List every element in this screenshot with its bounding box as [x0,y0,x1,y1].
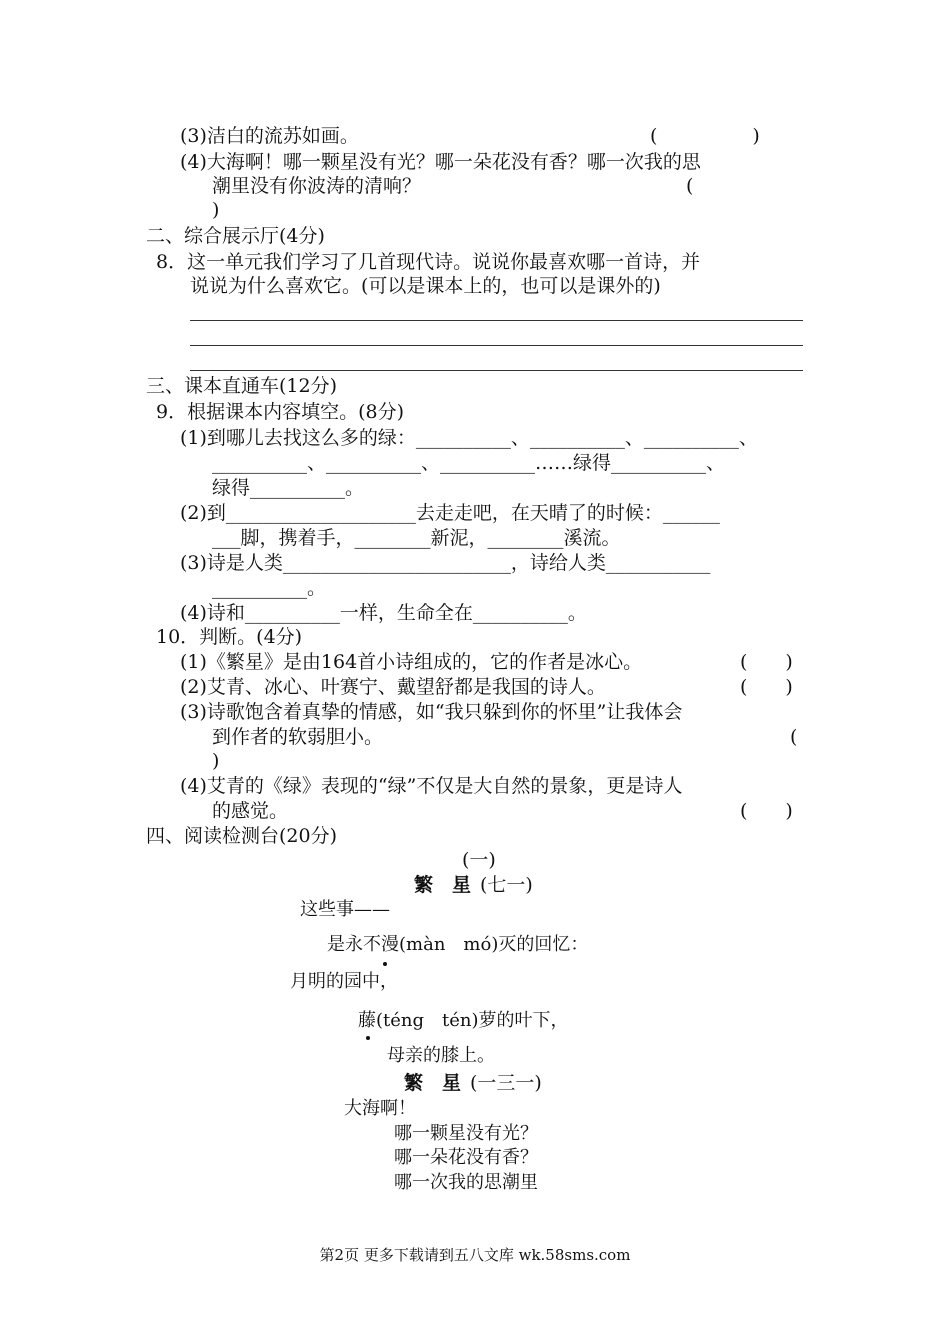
question-10-4-line1: (4)艾青的《绿》表现的“绿”不仅是大自然的景象，更是诗人 [180,775,683,797]
answer-paren-7-3[interactable]: ( ) [650,125,760,147]
poem-1-line: 是永不漫(màn mó)灭的回忆： [327,934,589,955]
question-9-3-line1: (3)诗是人类________________________，诗给人类___________ [180,552,711,574]
question-10-4-line2: 的感觉。 [212,800,289,822]
reading-part-label: (一) [462,849,496,871]
poem-2-number: (一三一) [470,1072,542,1094]
poem-2-line: 哪一颗星没有光？ [394,1123,538,1144]
question-8-line1: 8．这一单元我们学习了几首现代诗。说说你最喜欢哪一首诗，并 [156,251,701,273]
question-10-3-line1: (3)诗歌饱含着真挚的情感，如“我只躲到你的怀里”让我体会 [180,701,683,723]
section-3-heading: 三、课本直通车(12分) [146,375,338,397]
question-8-line2: 说说为什么喜欢它。(可以是课本上的，也可以是课外的) [190,275,661,297]
poem-1-title: 繁 星 [414,874,472,896]
question-7-4-line2: 潮里没有你波涛的清响？ [212,175,422,197]
section-4-heading: 四、阅读检测台(20分) [146,825,338,847]
question-10-1: (1)《繁星》是由164首小诗组成的，它的作者是冰心。 [180,651,643,673]
answer-line-2[interactable] [190,345,803,346]
section-2-heading: 二、综合展示厅(4分) [146,225,325,247]
answer-paren-10-3-close: ) [212,750,220,772]
answer-paren-10-1[interactable]: ( ) [740,651,793,673]
question-7-3: (3)洁白的流苏如画。 [180,125,359,147]
question-10: 10．判断。(4分) [156,626,303,648]
question-10-3-line2: 到作者的软弱胆小。 [212,726,384,748]
poem-1-line: 这些事—— [300,899,390,920]
question-7-4-line1: (4)大海啊！哪一颗星没有光？哪一朵花没有香？哪一次我的思 [180,151,701,173]
poem-1-line: 月明的园中， [290,971,398,992]
poem-2-line: 哪一次我的思潮里 [394,1172,538,1193]
question-9-1-line3: 绿得__________。 [212,477,365,499]
poem-2-line: 大海啊！ [344,1098,416,1119]
poem-1-line: 母亲的膝上。 [387,1045,495,1066]
question-9-1-line2: __________、__________、__________……绿得__________、 [212,452,726,474]
poem-2-line: 哪一朵花没有香？ [394,1147,538,1168]
answer-paren-7-4-close: ) [212,199,220,221]
answer-paren-10-3-open[interactable]: ( [790,726,798,748]
answer-paren-10-4[interactable]: ( ) [740,800,793,822]
poem-2-title: 繁 星 [404,1072,462,1094]
question-9-1-line1: (1)到哪儿去找这么多的绿：__________、__________、__________、 [180,427,758,449]
question-10-2: (2)艾青、冰心、叶赛宁、戴望舒都是我国的诗人。 [180,676,606,698]
question-9-2-line1: (2)到____________________去走走吧，在天晴了的时候：______ [180,502,720,524]
poem-1-number: (七一) [480,874,533,896]
question-9-2-line2: ___脚，携着手，________新泥，________溪流。 [212,527,621,549]
answer-line-3[interactable] [190,370,803,371]
answer-paren-10-2[interactable]: ( ) [740,676,793,698]
question-9-3-line2: __________。 [212,577,327,599]
answer-line-1[interactable] [190,320,803,321]
emphasis-dot [366,1036,370,1040]
question-9: 9．根据课本内容填空。(8分) [156,401,405,423]
emphasis-dot [383,962,387,966]
poem-1-line: 藤(téng tén)萝的叶下， [358,1010,569,1031]
page-footer: 第2页 更多下载请到五八文库 wk.58sms.com [319,1246,631,1264]
answer-paren-7-4-open[interactable]: ( [686,175,694,197]
question-9-4: (4)诗和__________一样，生命全在__________。 [180,602,587,624]
